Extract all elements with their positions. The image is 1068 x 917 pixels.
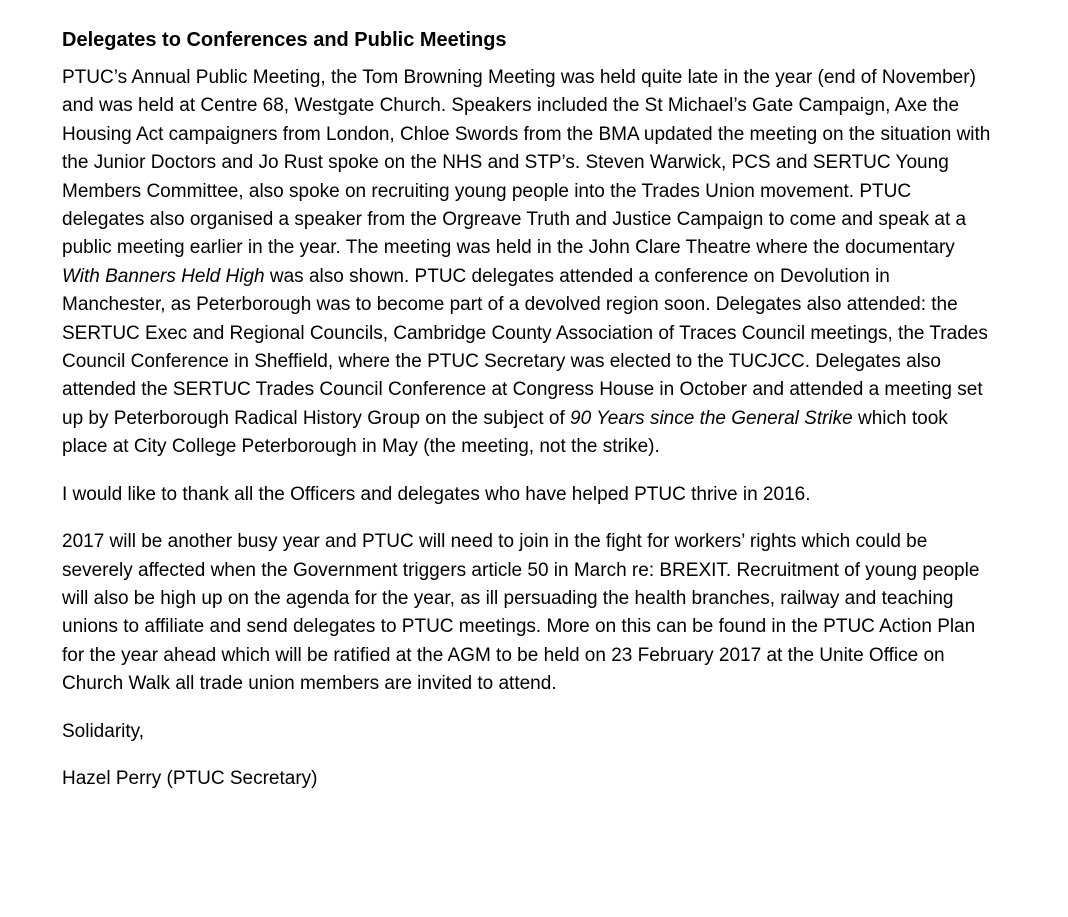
- signature-line: Hazel Perry (PTUC Secretary): [62, 767, 318, 789]
- section-heading: Delegates to Conferences and Public Meetings: [62, 29, 507, 51]
- meeting-subject-title: 90 Years since the General Strike: [570, 407, 853, 429]
- paragraph-outlook: 2017 will be another busy year and PTUC will need to join in the fight for workers’ rights which could be severely affected when the Government triggers article 50 in March re: BREXIT. Recruitment of young people will also be high up on the agenda for the year, as ill persuading the health branches, railway and teaching unions to affiliate and send delegates to PTUC meetings. More on this can be found in the PTUC Action Plan for the year ahead which will be ratified at the AGM to be held on 23 February 2017 at the Unite Office on Church Walk all trade union members are invited to attend.: [62, 531, 980, 695]
- paragraph-thanks: I would like to thank all the Officers and delegates who have helped PTUC thrive in 2016.: [62, 483, 811, 505]
- paragraph-meetings-text-2: was also shown. PTUC delegates attended a conference on Devolution in Manchester, as Peterborough was to become part of a devolved region soon. Delegates also attended: the SERTUC Exec and Regional Councils, Cambridge County Association of Traces Council meetings, the Trades Council Conference in Sheffield, where the PTUC Secretary was elected to the TUCJCC. Delegates also attended the SERTUC Trades Council Conference at Congress House in October and attended a meeting set up by Peterborough Radical History Group on the subject of: [62, 265, 988, 429]
- paragraph-meetings: [62, 64, 992, 462]
- closing-line: Solidarity,: [62, 720, 145, 742]
- paragraph-meetings-text-3: which took place at City College Peterborough in May (the meeting, not the strike).: [62, 407, 948, 458]
- documentary-title: With Banners Held High: [62, 265, 265, 287]
- paragraph-meetings-text-1: PTUC’s Annual Public Meeting, the Tom Browning Meeting was held quite late in the year (end of November) and was held at Centre 68, Westgate Church. Speakers included the St Michael’s Gate Campaign, Axe the Housing Act campaigners from London, Chloe Swords from the BMA updated the meeting on the situation with the Junior Doctors and Jo Rust spoke on the NHS and STP’s. Steven Warwick, PCS and SERTUC Young Members Committee, also spoke on recruiting young people into the Trades Union movement. PTUC delegates also organised a speaker from the Orgreave Truth and Justice Campaign to come and speak at a public meeting earlier in the year. The meeting was held in the John Clare Theatre where the documentary: [62, 67, 991, 259]
